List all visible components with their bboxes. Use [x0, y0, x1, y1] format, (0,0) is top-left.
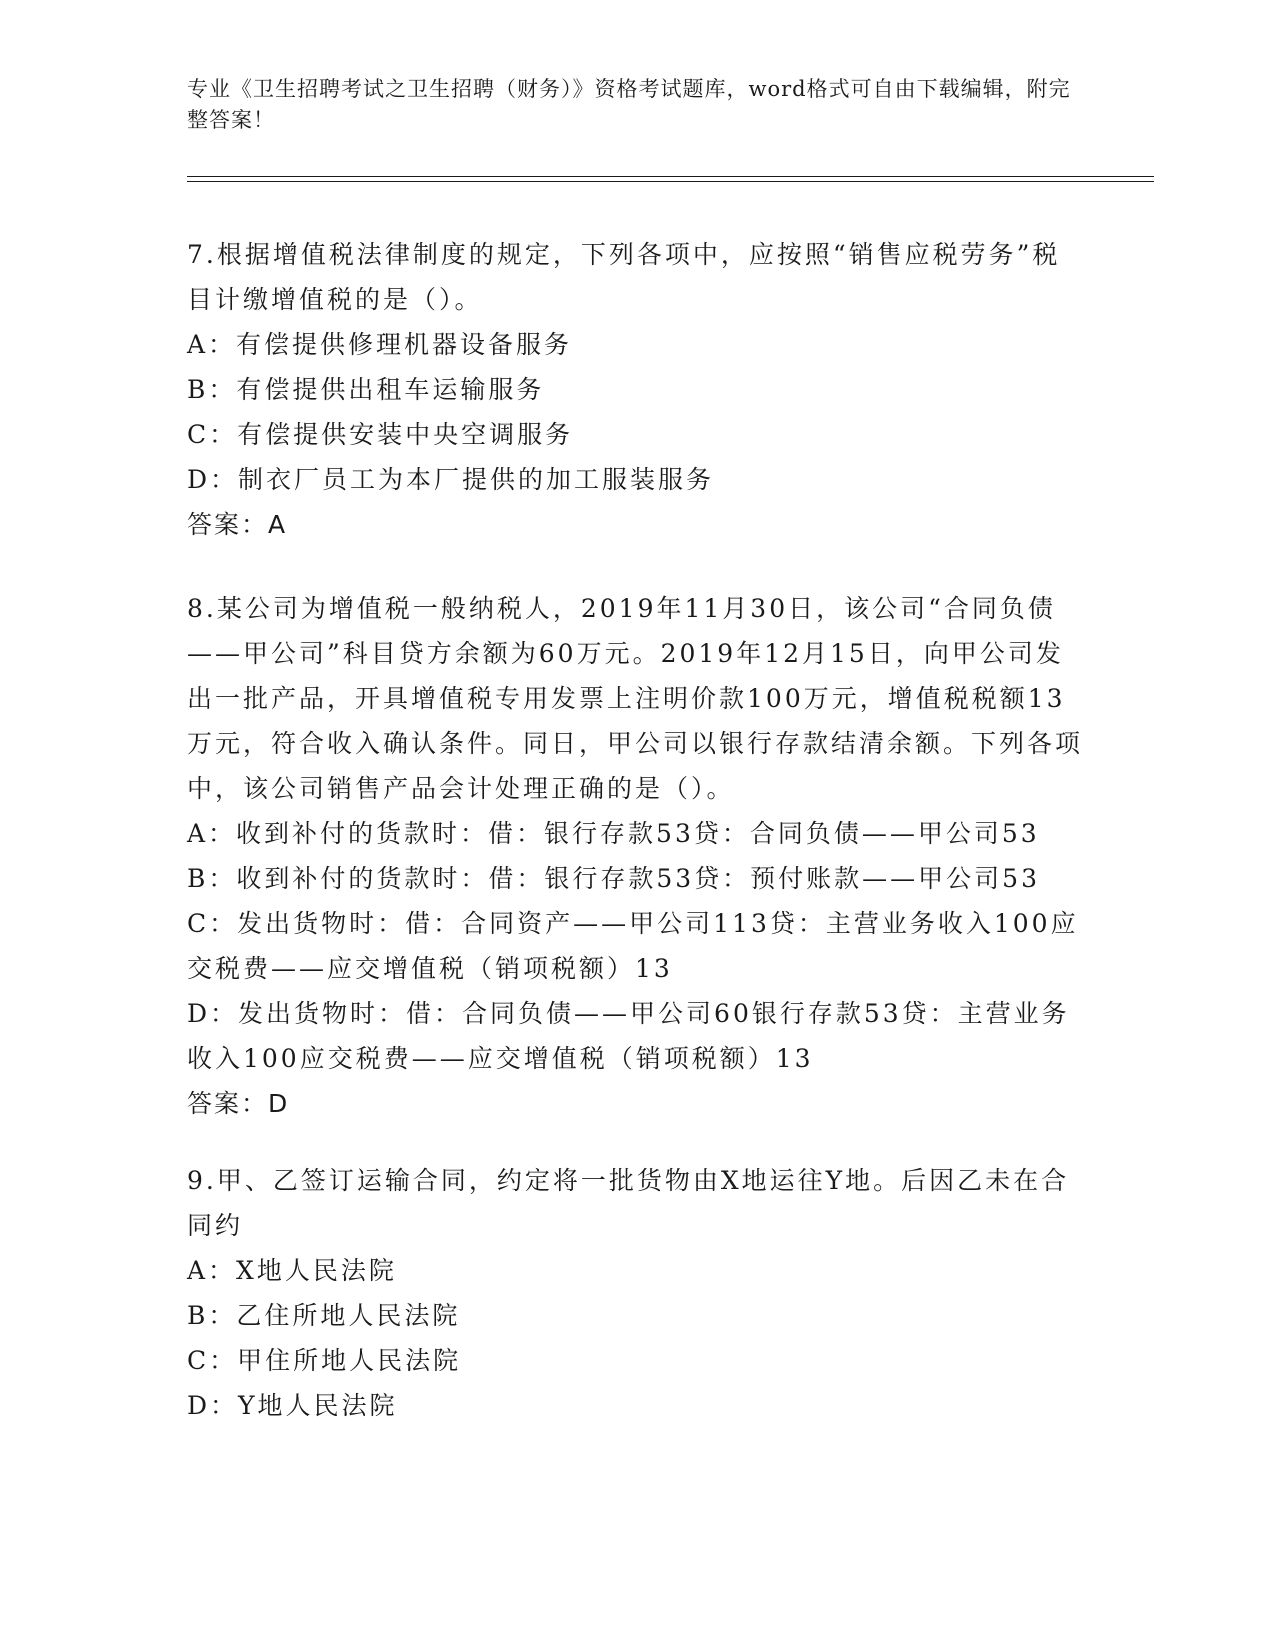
option-c: C：有偿提供安装中央空调服务	[187, 420, 574, 449]
option-b: B：有偿提供出租车运输服务	[187, 375, 545, 404]
question-7	[187, 232, 1087, 547]
question-9	[187, 1158, 1087, 1428]
question-list	[187, 232, 1087, 1458]
question-stem: 7.根据增值税法律制度的规定，下列各项中，应按照“销售应税劳务”税目计缴增值税的是（）。	[187, 240, 1061, 314]
option-c: C：甲住所地人民法院	[187, 1346, 462, 1375]
header-rule-bottom	[187, 181, 1154, 182]
answer-label: 答案：A	[187, 510, 288, 539]
option-a: A：收到补付的货款时：借：银行存款53贷：合同负债——甲公司53	[187, 819, 1040, 848]
option-a: A：有偿提供修理机器设备服务	[187, 330, 573, 359]
option-b: B：收到补付的货款时：借：银行存款53贷：预付账款——甲公司53	[187, 864, 1040, 893]
question-8	[187, 586, 1087, 1126]
answer-label: 答案：D	[187, 1089, 290, 1118]
option-b: B：乙住所地人民法院	[187, 1301, 461, 1330]
header-rule-top	[187, 176, 1154, 177]
option-d: D：Y地人民法院	[187, 1391, 398, 1420]
page-header: 专业《卫生招聘考试之卫生招聘（财务）》资格考试题库，word格式可自由下载编辑，附完整答案！	[187, 77, 1071, 132]
option-a: A：X地人民法院	[187, 1256, 397, 1285]
option-d: D：制衣厂员工为本厂提供的加工服装服务	[187, 465, 715, 494]
option-d: D：发出货物时：借：合同负债——甲公司60银行存款53贷：主营业务收入100应交税费——应交增值税（销项税额）13	[187, 999, 1070, 1073]
option-c: C：发出货物时：借：合同资产——甲公司113贷：主营业务收入100应交税费——应交增值税（销项税额）13	[187, 909, 1079, 983]
question-stem: 9.甲、乙签订运输合同，约定将一批货物由X地运往Y地。后因乙未在合同约	[187, 1166, 1070, 1240]
question-stem: 8.某公司为增值税一般纳税人，2019年11月30日，该公司“合同负债——甲公司”科目贷方余额为60万元。2019年12月15日，向甲公司发出一批产品，开具增值税专用发票上注明价款100万元，增值税税额13万元，符合收入确认条件。同日，甲公司以银行存款结清余额。下列各项中，该公司销售产品会计处理正确的是（）。	[187, 594, 1084, 803]
